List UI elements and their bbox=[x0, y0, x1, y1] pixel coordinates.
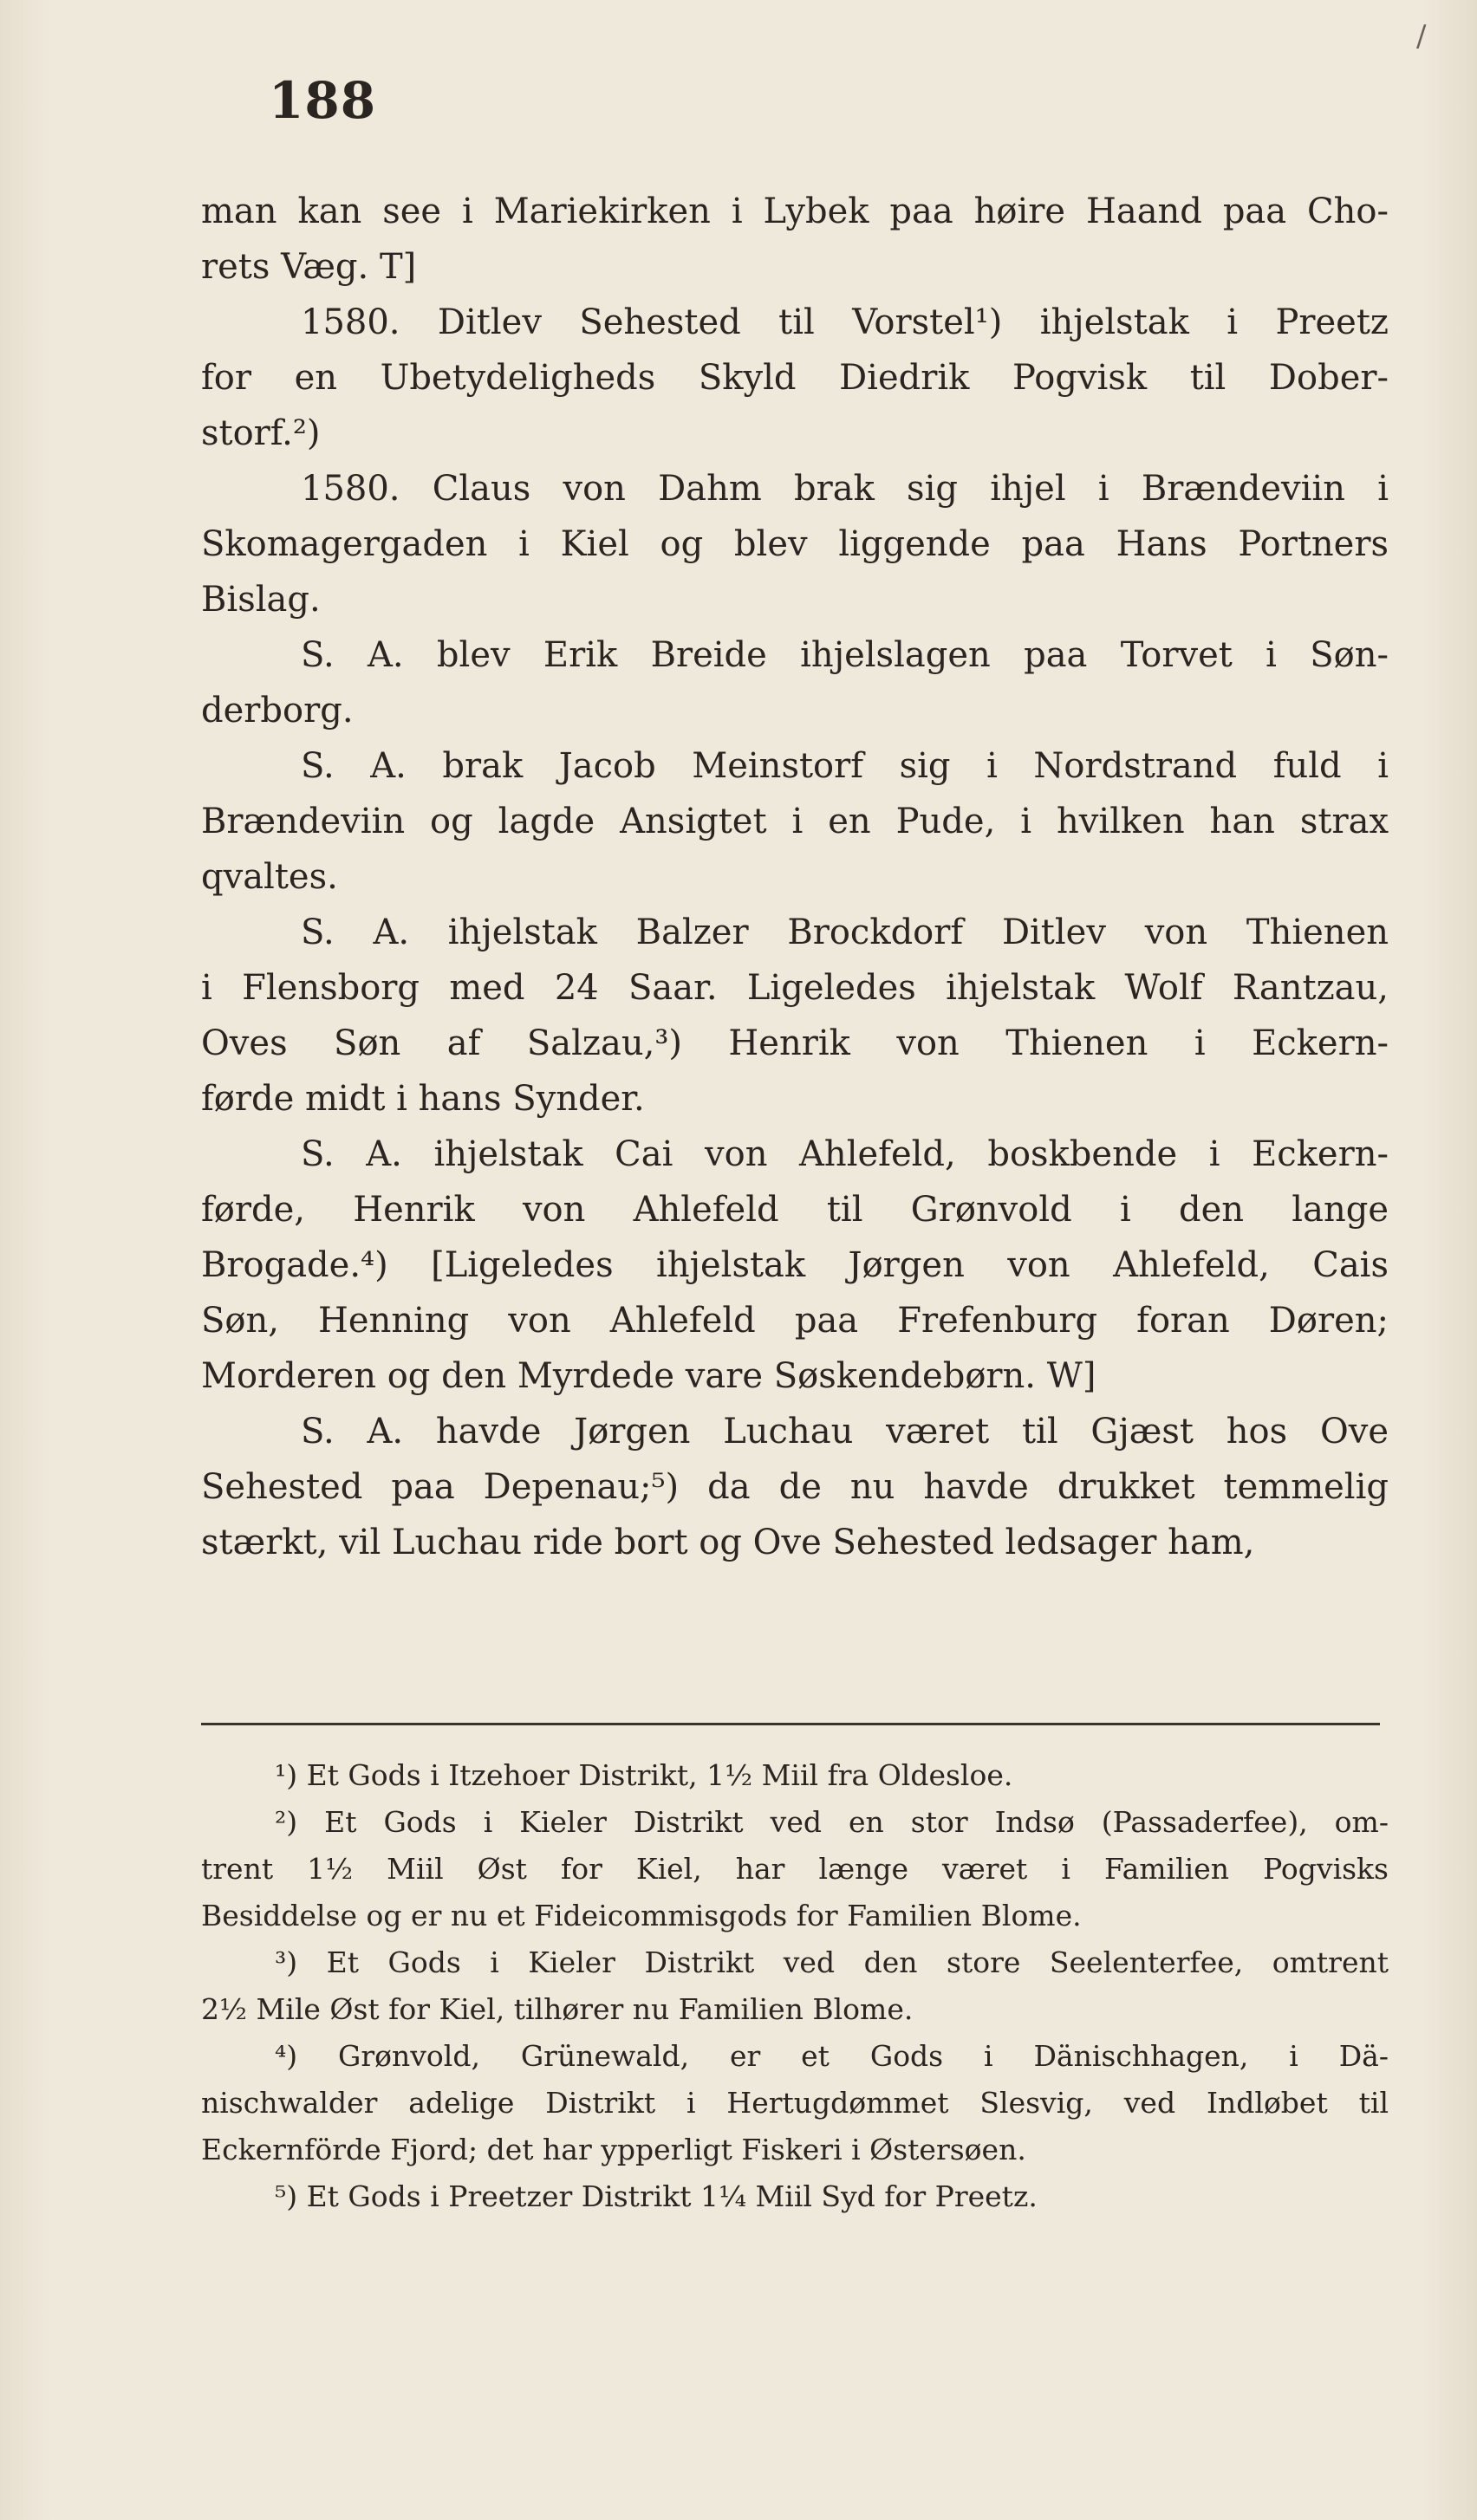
footnote-line: ¹) Et Gods i Itzehoer Distrikt, 1½ Miil fra Oldesloe. bbox=[275, 1758, 1013, 1792]
text-line: førde, Henrik von Ahlefeld til Grønvold i den lange bbox=[201, 1190, 1389, 1230]
footnote-line: nischwalder adelige Distrikt i Hertugdømmet Slesvig, ved Indløbet til bbox=[201, 2086, 1389, 2120]
text-line: S. A. havde Jørgen Luchau været til Gjæst hos Ove bbox=[301, 1412, 1389, 1452]
page-number: 188 bbox=[269, 71, 377, 130]
text-line: S. A. blev Erik Breide ihjelslagen paa Torvet i Søn- bbox=[301, 635, 1389, 675]
text-line: Bislag. bbox=[201, 580, 321, 620]
text-line: Morderen og den Myrdede vare Søskendebørn. W] bbox=[201, 1356, 1096, 1396]
footnote-divider bbox=[201, 1723, 1380, 1725]
text-line: S. A. ihjelstak Balzer Brockdorf Ditlev von Thienen bbox=[301, 913, 1389, 952]
text-line: i Flensborg med 24 Saar. Ligeledes ihjelstak Wolf Rantzau, bbox=[201, 968, 1389, 1008]
text-line: S. A. brak Jacob Meinstorf sig i Nordstrand fuld i bbox=[301, 746, 1389, 786]
text-line: rets Væg. T] bbox=[201, 247, 417, 287]
text-line: Søn, Henning von Ahlefeld paa Frefenburg foran Døren; bbox=[201, 1301, 1389, 1341]
footnote-line: ²) Et Gods i Kieler Distrikt ved en stor Indsø (Passaderfee), om- bbox=[275, 1805, 1389, 1839]
corner-mark: / bbox=[1416, 19, 1427, 54]
text-line: stærkt, vil Luchau ride bort og Ove Sehested ledsager ham, bbox=[201, 1523, 1255, 1562]
footnote-line: ⁴) Grønvold, Grünewald, er et Gods i Dänischhagen, i Dä- bbox=[275, 2039, 1389, 2073]
footnote-line: 2½ Mile Øst for Kiel, tilhører nu Familien Blome. bbox=[201, 1992, 914, 2026]
text-line: førde midt i hans Synder. bbox=[201, 1079, 645, 1119]
text-line: S. A. ihjelstak Cai von Ahlefeld, boskbende i Eckern- bbox=[301, 1134, 1389, 1174]
text-line: man kan see i Mariekirken i Lybek paa høire Haand paa Cho- bbox=[201, 192, 1389, 231]
text-line: 1580. Claus von Dahm brak sig ihjel i Brændeviin i bbox=[301, 469, 1389, 509]
text-line: qvaltes. bbox=[201, 857, 338, 897]
text-line: Skomagergaden i Kiel og blev liggende paa Hans Portners bbox=[201, 524, 1389, 564]
text-line: Brogade.⁴) [Ligeledes ihjelstak Jørgen von Ahlefeld, Cais bbox=[201, 1245, 1389, 1285]
text-line: for en Ubetydeligheds Skyld Diedrik Pogvisk til Dober- bbox=[201, 358, 1389, 398]
footnotes bbox=[201, 1752, 1389, 2220]
text-line: Sehested paa Depenau;⁵) da de nu havde drukket temmelig bbox=[201, 1467, 1389, 1507]
footnote-line: ³) Et Gods i Kieler Distrikt ved den store Seelenterfee, omtrent bbox=[275, 1945, 1389, 1979]
text-line: storf.²) bbox=[201, 413, 321, 453]
footnote-line: trent 1½ Miil Øst for Kiel, har længe været i Familien Pogvisks bbox=[201, 1852, 1389, 1886]
footnote-line: ⁵) Et Gods i Preetzer Distrikt 1¼ Miil Syd for Preetz. bbox=[275, 2179, 1038, 2213]
footnote-line: Besiddelse og er nu et Fideicommisgods for Familien Blome. bbox=[201, 1899, 1082, 1932]
text-line: 1580. Ditlev Sehested til Vorstel¹) ihjelstak i Preetz bbox=[301, 302, 1389, 342]
text-line: Oves Søn af Salzau,³) Henrik von Thienen i Eckern- bbox=[201, 1023, 1389, 1063]
text-line: derborg. bbox=[201, 691, 354, 731]
footnote-line: Eckernförde Fjord; det har ypperligt Fiskeri i Østersøen. bbox=[201, 2133, 1026, 2166]
text-line: Brændeviin og lagde Ansigtet i en Pude, i hvilken han strax bbox=[201, 802, 1389, 841]
main-text bbox=[201, 184, 1389, 1570]
